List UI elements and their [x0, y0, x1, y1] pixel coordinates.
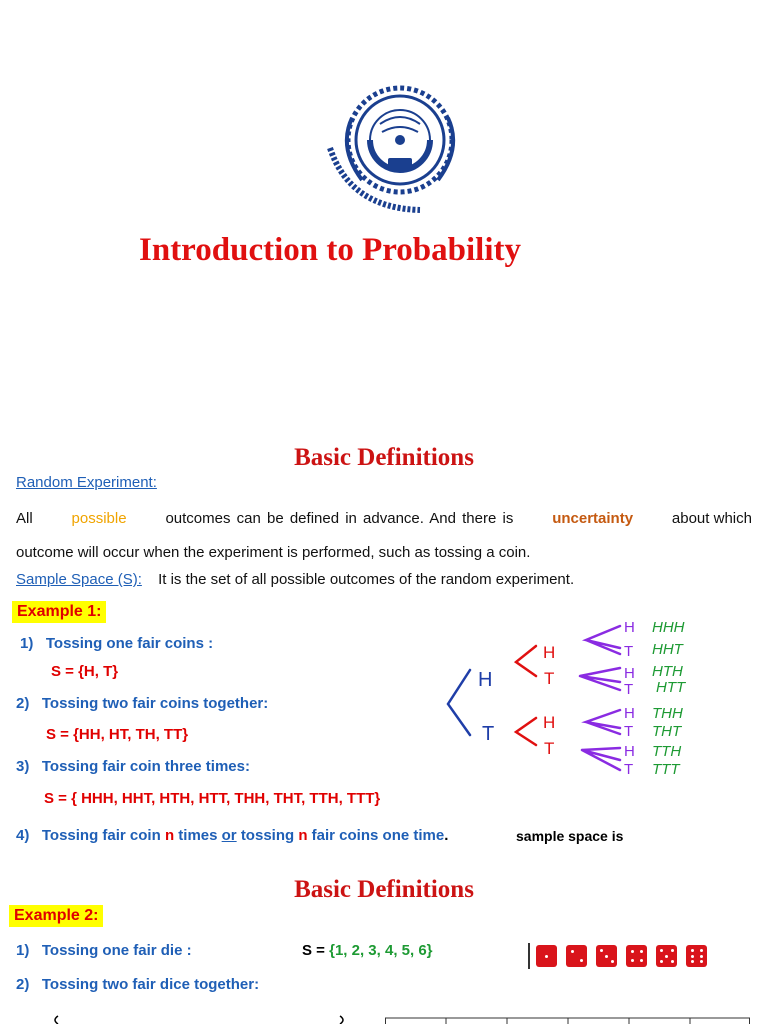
random-experiment-line2: outcome will occur when the experiment is performed, such as tossing a coin.	[16, 544, 531, 561]
sample-space-line	[16, 571, 574, 588]
tree-outcome-1: HHH	[652, 619, 685, 636]
tree-l2-4: T	[544, 739, 555, 758]
example-1-set-1: S = {H, T}	[51, 663, 119, 680]
tree-l2-2: T	[544, 669, 555, 688]
example-1-item-3: 3) Tossing fair coin three times:	[16, 758, 250, 775]
example-1-set-3: S = { HHH, HHT, HTH, HTT, THH, THT, TTH, TTT}	[44, 790, 381, 807]
coin-tree-diagram	[440, 610, 720, 785]
tree-l2-1: H	[543, 643, 556, 662]
academy-logo	[322, 78, 468, 218]
tree-l3-4: T	[624, 681, 634, 698]
tree-outcome-2: HHT	[652, 641, 683, 658]
pairs-row-partial	[40, 1014, 360, 1024]
tree-l3-5: H	[624, 705, 635, 722]
word-possible: possible	[71, 510, 127, 527]
tree-outcome-7: TTH	[652, 743, 682, 760]
example-2-set-1: S = {1, 2, 3, 4, 5, 6}	[302, 942, 433, 959]
tree-l1-t: T	[482, 723, 495, 745]
tree-l2-3: H	[543, 713, 556, 732]
dice-row	[528, 942, 716, 970]
sample-space-text: It is the set of all possible outcomes of the random experiment.	[158, 571, 575, 588]
die-face-5-icon	[656, 945, 677, 967]
example-2-badge: Example 2:	[9, 905, 103, 927]
tree-outcome-8: TTT	[652, 761, 680, 778]
tree-l3-8: T	[624, 761, 634, 778]
tree-outcome-4: HTT	[656, 679, 686, 696]
example-1-set-2: S = {HH, HT, TH, TT}	[46, 726, 189, 743]
dice-grid-partial	[385, 1016, 750, 1024]
word-uncertainty: uncertainty	[552, 510, 634, 527]
example-1-item-1: 1) Tossing one fair coins :	[20, 635, 214, 652]
die-face-3-icon	[596, 945, 617, 967]
text-about-which: about which	[671, 510, 752, 527]
die-face-2-icon	[566, 945, 587, 967]
tree-l1-h: H	[478, 669, 493, 691]
section-heading-1: Basic Definitions	[294, 444, 474, 471]
text-outcomes: outcomes can be defined in advance. And there is	[165, 510, 514, 527]
random-experiment-line1	[16, 510, 752, 527]
sample-space-is: sample space is	[516, 828, 624, 844]
die-face-1-icon	[536, 945, 557, 967]
example-2-item-2: 2) Tossing two fair dice together:	[16, 976, 260, 993]
example-1-item-4: 4) Tossing fair coin n times or tossing n fair coins one time.	[16, 827, 449, 844]
example-1-badge: Example 1:	[12, 601, 106, 623]
example-2-item-1: 1) Tossing one fair die :	[16, 942, 192, 959]
tree-l3-3: H	[624, 665, 635, 682]
die-face-4-icon	[626, 945, 647, 967]
tree-outcome-6: THT	[652, 723, 682, 740]
tree-l3-1: H	[624, 619, 635, 636]
random-experiment-label: Random Experiment:	[16, 474, 157, 491]
dice-row-bar	[528, 943, 530, 969]
section-heading-2: Basic Definitions	[294, 876, 474, 903]
tree-outcome-5: THH	[652, 705, 683, 722]
tree-outcome-3: HTH	[652, 663, 683, 680]
tree-l3-7: H	[624, 743, 635, 760]
die-face-6-icon	[686, 945, 707, 967]
tree-l3-6: T	[624, 723, 634, 740]
sample-space-label: Sample Space (S):	[16, 571, 142, 588]
example-1-item-2: 2) Tossing two fair coins together:	[16, 695, 269, 712]
tree-l3-2: T	[624, 643, 634, 660]
page-title: Introduction to Probability	[139, 232, 521, 268]
text-all: All	[16, 510, 33, 527]
